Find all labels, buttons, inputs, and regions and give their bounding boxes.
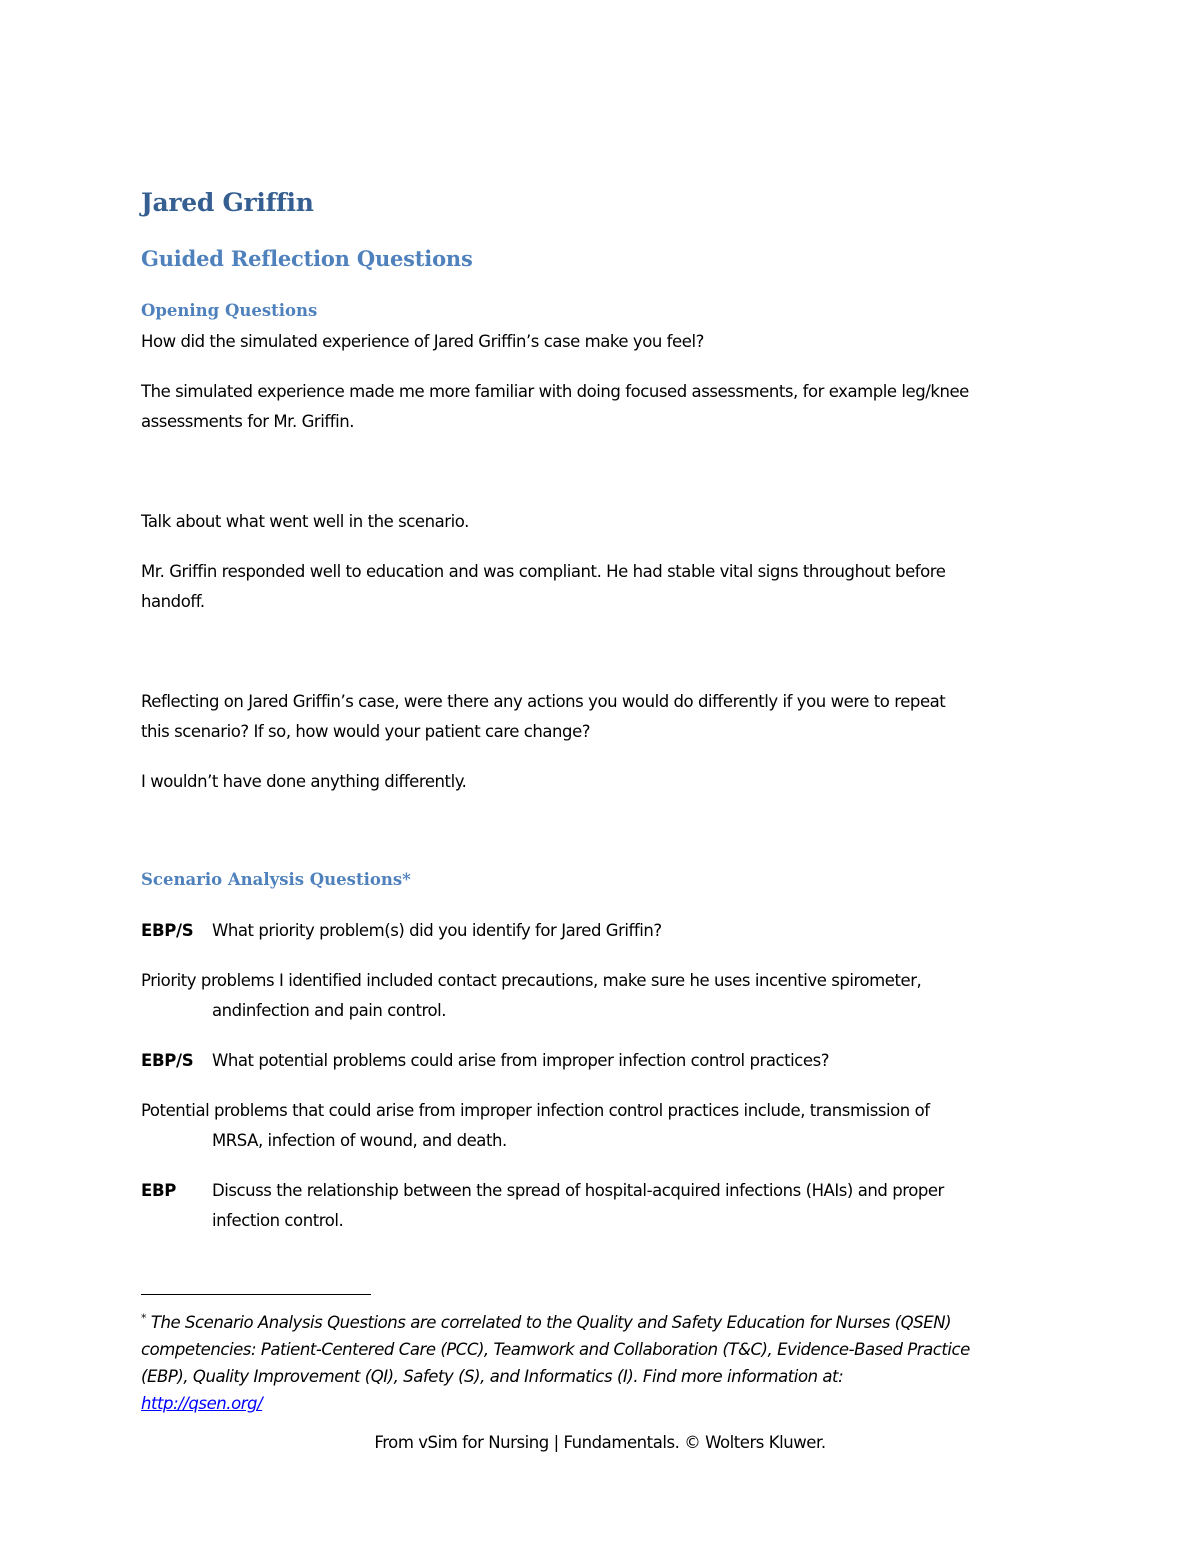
scenario-question-2: What potential problems could arise from improper infection control practices? <box>212 1051 830 1070</box>
footnote-line-3: (EBP), Quality Improvement (QI), Safety (S), and Informatics (I). Find more information at: <box>141 1367 844 1386</box>
competency-label: EBP <box>141 1181 177 1200</box>
section-title: Guided Reflection Questions <box>141 246 473 271</box>
footnote-marker: * <box>141 1311 147 1325</box>
scenario-analysis-heading <box>141 870 411 889</box>
footnote <box>141 1309 1071 1417</box>
opening-answer-2-line-2: handoff. <box>141 592 205 611</box>
opening-questions-heading: Opening Questions <box>141 301 318 320</box>
footnote-line-2: competencies: Patient-Centered Care (PCC), Teamwork and Collaboration (T&C), Evidence-Based Practice <box>141 1340 970 1359</box>
scenario-answer-1-line-1: Priority problems I identified included contact precautions, make sure he uses incentive spirometer, <box>141 971 922 990</box>
opening-question-1: How did the simulated experience of Jared Griffin’s case make you feel? <box>141 332 704 351</box>
scenario-analysis-heading-footnote-mark: * <box>402 870 411 889</box>
qsen-link[interactable]: http://qsen.org/ <box>141 1394 263 1413</box>
opening-question-2: Talk about what went well in the scenario. <box>141 512 469 531</box>
footnote-text-1: The Scenario Analysis Questions are correlated to the Quality and Safety Education for Nurses (QSEN) <box>150 1313 952 1332</box>
page-footer: From vSim for Nursing | Fundamentals. © Wolters Kluwer. <box>374 1433 826 1452</box>
scenario-analysis-heading-text: Scenario Analysis Questions <box>141 870 403 889</box>
competency-label: EBP/S <box>141 921 194 940</box>
opening-question-3-line-1: Reflecting on Jared Griffin’s case, were there any actions you would do differently if you were to repeat <box>141 692 946 711</box>
scenario-answer-1-line-2: andinfection and pain control. <box>212 1001 447 1020</box>
footnote-separator <box>141 1294 371 1295</box>
opening-question-3-line-2: this scenario? If so, how would your patient care change? <box>141 722 591 741</box>
opening-answer-2-line-1: Mr. Griffin responded well to education and was compliant. He had stable vital signs throughout before <box>141 562 946 581</box>
opening-answer-1-line-2: assessments for Mr. Griffin. <box>141 412 355 431</box>
footnote-line-1 <box>141 1309 1071 1336</box>
scenario-answer-2-line-2: MRSA, infection of wound, and death. <box>212 1131 507 1150</box>
scenario-question-3-line-2: infection control. <box>212 1211 344 1230</box>
scenario-question-3-line-1: Discuss the relationship between the spread of hospital-acquired infections (HAIs) and proper <box>212 1181 944 1200</box>
document-title: Jared Griffin <box>141 188 314 217</box>
footnote-line-4 <box>141 1390 1071 1417</box>
competency-label: EBP/S <box>141 1051 194 1070</box>
scenario-answer-2-line-1: Potential problems that could arise from improper infection control practices include, transmission of <box>141 1101 930 1120</box>
opening-answer-3: I wouldn’t have done anything differently. <box>141 772 467 791</box>
opening-answer-1-line-1: The simulated experience made me more familiar with doing focused assessments, for example leg/knee <box>141 382 969 401</box>
scenario-question-1: What priority problem(s) did you identify for Jared Griffin? <box>212 921 662 940</box>
